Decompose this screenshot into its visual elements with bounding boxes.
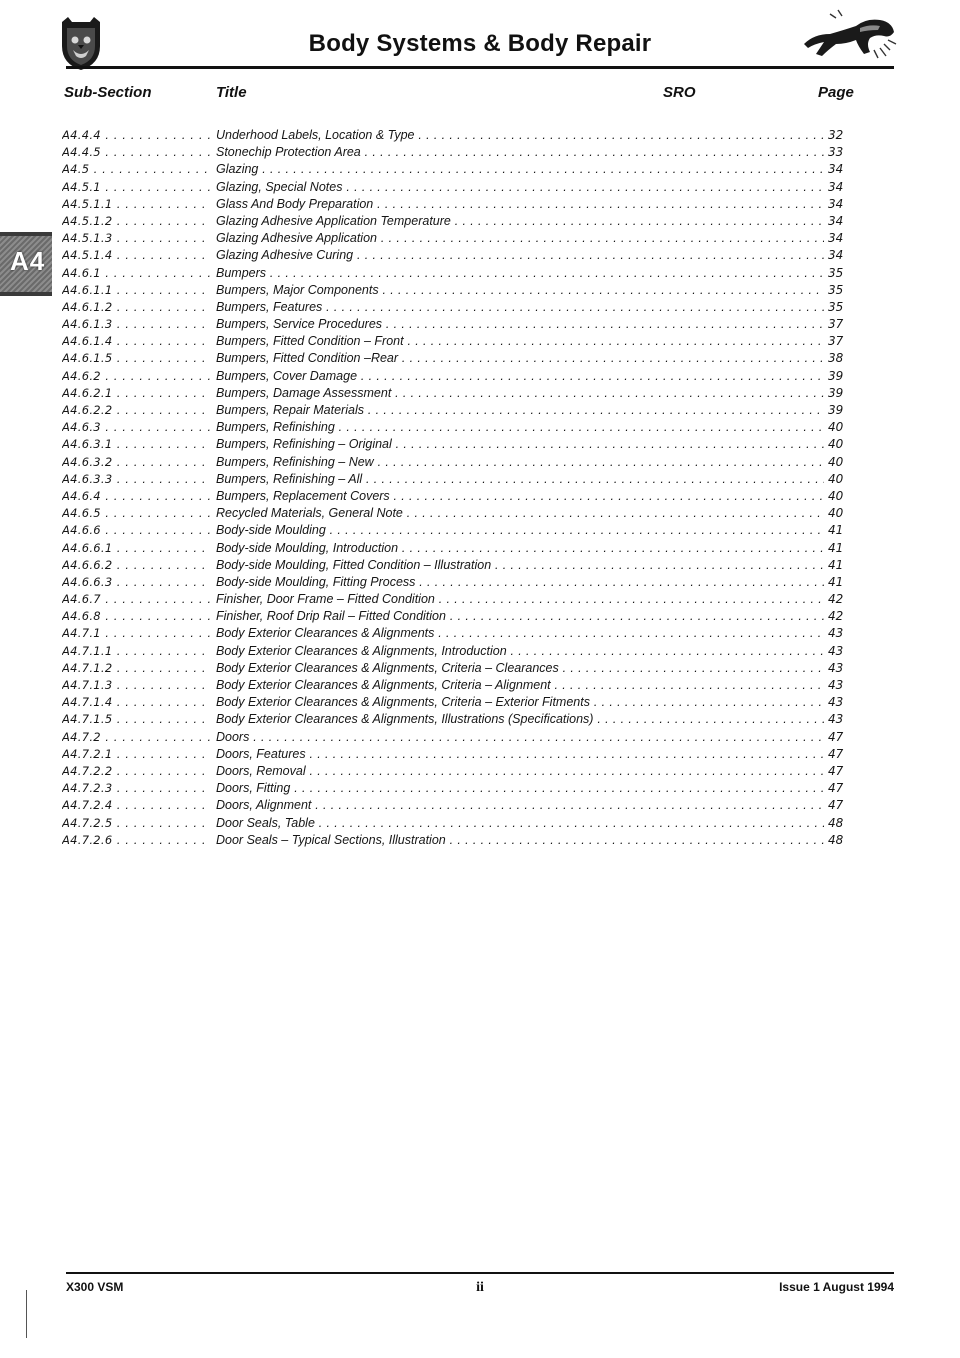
toc-title: Body Exterior Clearances & Alignments, Criteria – Clearances . . . [216,660,824,677]
toc-code: A4.7.1.4 . . . [62,694,210,711]
toc-row[interactable] [62,436,842,453]
toc-code: A4.5.1.3 . . . [62,230,210,247]
toc-page: 40 [828,471,844,486]
toc-code: A4.5.1.4 . . . [62,247,210,264]
toc-row[interactable] [62,161,842,178]
toc-code: A4.6.2.2 . . . [62,402,210,419]
toc-code: A4.7.2.6 . . . [62,832,210,849]
toc-code: A4.7.1.5 . . . [62,711,210,728]
toc-code: A4.7.2.3 . . . [62,780,210,797]
toc-page: 34 [828,248,844,263]
toc-code: A4.7.1.3 . . . [62,677,210,694]
toc-page: 38 [828,351,844,366]
section-tab [0,232,52,296]
toc-title: Doors, Fitting . . . [216,780,824,797]
toc-page: 40 [828,506,844,521]
toc-row[interactable] [62,763,842,780]
toc-title: Body Exterior Clearances & Alignments, Illustrations (Specifications) . . . [216,711,824,728]
toc-row[interactable] [62,179,842,196]
toc-page: 34 [828,213,844,228]
toc-page: 43 [828,712,844,727]
toc-code: A4.6.6 . . . [62,522,210,539]
toc-page: 43 [828,626,844,641]
toc-code: A4.5 . . . [62,161,210,178]
toc-title: Body Exterior Clearances & Alignments, Criteria – Alignment . . . [216,677,824,694]
toc-page: 34 [828,231,844,246]
toc-page: 41 [828,523,844,538]
toc-page: 40 [828,420,844,435]
toc-code: A4.6.1.5 . . . [62,350,210,367]
toc-row[interactable] [62,522,842,539]
toc-title: Glazing Adhesive Application Temperature . . . [216,213,824,230]
toc-row[interactable] [62,677,842,694]
toc-code: A4.5.1 . . . [62,179,210,196]
toc-code: A4.7.1.1 . . . [62,643,210,660]
toc-page: 42 [828,592,844,607]
toc-row[interactable] [62,333,842,350]
toc-code: A4.6.1.2 . . . [62,299,210,316]
toc-page: 37 [828,317,844,332]
column-heading-sub-section: Sub-Section [64,84,152,101]
toc-title: Finisher, Roof Drip Rail – Fitted Condition . . . [216,608,824,625]
toc-code: A4.6.6.2 . . . [62,557,210,574]
toc-row[interactable] [62,574,842,591]
toc-row[interactable] [62,282,842,299]
toc-row[interactable] [62,488,842,505]
toc-row[interactable] [62,350,842,367]
toc-title: Bumpers, Refinishing – New . . . [216,454,824,471]
toc-code: A4.6.1.4 . . . [62,333,210,350]
toc-page: 47 [828,798,844,813]
toc-row[interactable] [62,368,842,385]
toc-row[interactable] [62,247,842,264]
toc-code: A4.6.3.2 . . . [62,454,210,471]
toc-title: Bumpers, Refinishing – All . . . [216,471,824,488]
toc-title: Body-side Moulding, Introduction . . . [216,540,824,557]
toc-row[interactable] [62,454,842,471]
toc-row[interactable] [62,711,842,728]
toc-title: Bumpers, Refinishing – Original . . . [216,436,824,453]
toc-title: Glazing Adhesive Curing . . . [216,247,824,264]
toc-page: 34 [828,179,844,194]
toc-row[interactable] [62,196,842,213]
toc-code: A4.6.6.1 . . . [62,540,210,557]
toc-title: Underhood Labels, Location & Type . . . [216,127,824,144]
toc-page: 32 [828,128,844,142]
toc-row[interactable] [62,316,842,333]
column-heading-sro: SRO [663,84,696,101]
toc-page: 43 [828,678,844,692]
toc-title: Bumpers, Refinishing . . . [216,419,824,436]
toc-title: Doors . . . [216,729,824,746]
toc-row[interactable] [62,729,842,746]
toc-code: A4.6.2 . . . [62,368,210,385]
toc-code: A4.7.1.2 . . . [62,660,210,677]
toc-code: A4.5.1.2 . . . [62,213,210,230]
toc-row[interactable] [62,797,842,814]
toc-page: 41 [828,574,844,589]
toc-title: Glazing . . . [216,161,824,178]
toc-row[interactable] [62,780,842,797]
toc-row[interactable] [62,832,842,849]
toc-title: Body-side Moulding . . . [216,522,824,539]
page-title: Body Systems & Body Repair [308,30,652,57]
toc-code: A4.6.3 . . . [62,419,210,436]
toc-title: Body-side Moulding, Fitting Process . . . [216,574,824,591]
footer-page-number: ii [476,1280,484,1295]
toc-page: 34 [828,162,844,177]
toc-code: A4.6.7 . . . [62,591,210,608]
toc-title: Bumpers, Damage Assessment . . . [216,385,824,402]
toc-code: A4.6.5 . . . [62,505,210,522]
toc-title: Body Exterior Clearances & Alignments, Introduction . . . [216,643,824,660]
toc-title: Body-side Moulding, Fitted Condition – Illustration . . . [216,557,824,574]
toc-row[interactable] [62,127,842,144]
toc-page: 39 [828,403,844,417]
toc-row[interactable] [62,643,842,660]
toc-code: A4.7.2 . . . [62,729,210,746]
toc-page: 47 [828,781,844,796]
toc-code: A4.7.2.4 . . . [62,797,210,814]
toc-code: A4.6.1.3 . . . [62,316,210,333]
toc-title: Bumpers, Repair Materials . . . [216,402,824,419]
toc-page: 37 [828,334,844,349]
toc-title: Doors, Features . . . [216,746,824,763]
toc-page: 40 [828,437,844,452]
toc-code: A4.6.3.3 . . . [62,471,210,488]
toc-code: A4.7.1 . . . [62,625,210,642]
toc-row[interactable] [62,144,842,161]
toc-title: Body Exterior Clearances & Alignments . . . [216,625,824,642]
toc-row[interactable] [62,299,842,316]
toc-page: 48 [828,815,844,830]
toc-title: Bumpers, Fitted Condition –Rear . . . [216,350,824,367]
toc-row[interactable] [62,385,842,402]
toc-page: 47 [828,746,844,761]
footer-issue-date: Issue 1 August 1994 [779,1280,894,1294]
toc-page: 43 [828,695,844,710]
toc-code: A4.6.6.3 . . . [62,574,210,591]
toc-code: A4.6.3.1 . . . [62,436,210,453]
toc-row[interactable] [62,625,842,642]
toc-code: A4.6.1 . . . [62,265,210,282]
header-rule [66,66,894,69]
toc-title: Recycled Materials, General Note . . . [216,505,824,522]
toc-page: 39 [828,385,844,400]
toc-title: Bumpers, Features . . . [216,299,824,316]
toc-title: Stonechip Protection Area . . . [216,144,824,161]
toc-row[interactable] [62,557,842,574]
toc-row[interactable] [62,608,842,625]
toc-page: 41 [828,540,844,555]
toc-title: Doors, Removal . . . [216,763,824,780]
toc-title: Glazing Adhesive Application . . . [216,230,824,247]
toc-title: Door Seals, Table . . . [216,815,824,832]
toc-code: A4.6.8 . . . [62,608,210,625]
toc-row[interactable] [62,591,842,608]
toc-page: 40 [828,488,844,503]
binding-margin-line [26,1290,27,1338]
toc-page: 47 [828,763,844,778]
footer-manual-id: X300 VSM [66,1280,124,1294]
toc-page: 41 [828,557,844,572]
toc-page: 34 [828,196,844,211]
toc-row[interactable] [62,402,842,419]
toc-row[interactable] [62,746,842,763]
toc-code: A4.5.1.1 . . . [62,196,210,213]
toc-code: A4.7.2.1 . . . [62,746,210,763]
toc-row[interactable] [62,505,842,522]
toc-code: A4.4.4 . . . [62,127,210,144]
toc-title: Bumpers, Major Components . . . [216,282,824,299]
toc-page: 39 [828,368,844,383]
toc-title: Finisher, Door Frame – Fitted Condition . . . [216,591,824,608]
toc-page: 43 [828,643,844,658]
toc-code: A4.6.2.1 . . . [62,385,210,402]
toc-title: Body Exterior Clearances & Alignments, Criteria – Exterior Fitments . . . [216,694,824,711]
toc-row[interactable] [62,471,842,488]
toc-code: A4.6.4 . . . [62,488,210,505]
toc-title: Door Seals – Typical Sections, Illustration . . . [216,832,824,849]
toc-title: Bumpers, Replacement Covers . . . [216,488,824,505]
footer-rule [66,1272,894,1274]
jaguar-leaper-logo [800,4,900,62]
toc-row[interactable] [62,694,842,711]
column-heading-page: Page [818,84,854,101]
toc-page: 35 [828,299,844,314]
toc-page: 42 [828,609,844,624]
toc-page: 47 [828,729,844,744]
toc-row[interactable] [62,265,842,282]
toc-title: Glazing, Special Notes . . . [216,179,824,196]
toc-title: Doors, Alignment . . . [216,797,824,814]
toc-title: Glass And Body Preparation . . . [216,196,824,213]
toc-row[interactable] [62,419,842,436]
toc-code: A4.4.5 . . . [62,144,210,161]
section-tab-label: A4 [10,246,46,276]
toc-code: A4.7.2.2 . . . [62,763,210,780]
toc-row[interactable] [62,213,842,230]
toc-title: Bumpers, Fitted Condition – Front . . . [216,333,824,350]
toc-page: 48 [828,832,844,847]
toc-row[interactable] [62,815,842,832]
toc-title: Bumpers . . . [216,265,824,282]
toc-page: 43 [828,660,844,675]
toc-page: 35 [828,282,844,297]
toc-code: A4.7.2.5 . . . [62,815,210,832]
toc-title: Bumpers, Cover Damage . . . [216,368,824,385]
toc-row[interactable] [62,540,842,557]
toc-page: 35 [828,265,844,280]
toc-title: Bumpers, Service Procedures . . . [216,316,824,333]
toc-row[interactable] [62,660,842,677]
toc-page: 33 [828,145,844,160]
toc-code: A4.6.1.1 . . . [62,282,210,299]
toc-row[interactable] [62,230,842,247]
toc-page: 40 [828,454,844,469]
table-of-contents [62,127,842,849]
column-heading-title: Title [216,84,247,101]
